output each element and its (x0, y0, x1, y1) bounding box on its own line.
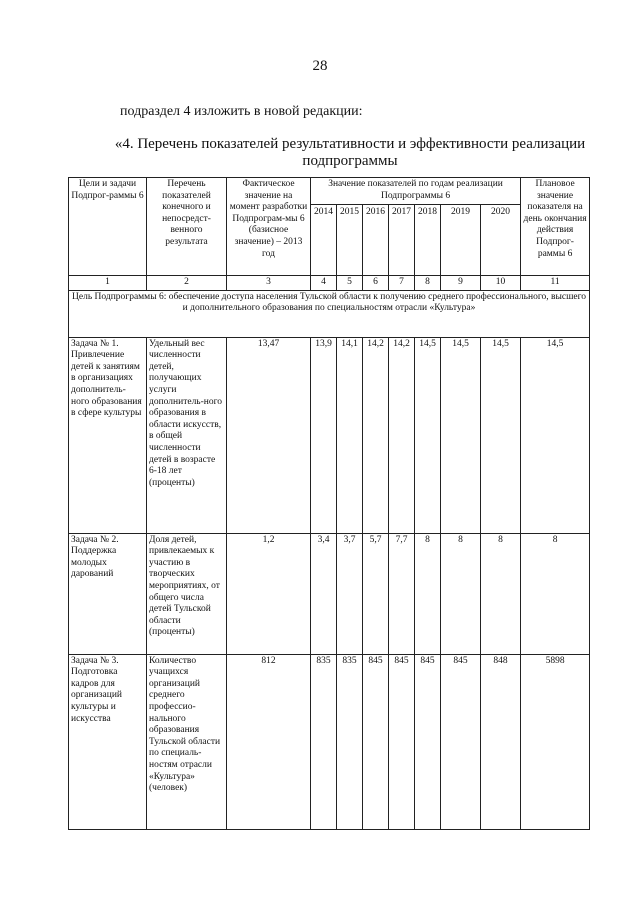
column-number: 9 (441, 276, 481, 291)
year-cell: 2014 (311, 205, 337, 276)
header-by-years: Значение показателей по годам реализации Подпрограммы 6 (311, 178, 521, 205)
year-value: 845 (363, 654, 389, 829)
year-value: 3,7 (337, 533, 363, 654)
year-value: 5,7 (363, 533, 389, 654)
year-value: 13,9 (311, 337, 337, 533)
task-cell: Задача № 1. Привлечение детей к занятиям в организациях дополнитель-ного образования в сфере культуры (69, 337, 147, 533)
goal-text: Цель Подпрограммы 6: обеспечение доступа населения Тульской области к получению среднего профессионального, высшего и дополнительного образования по специальностям отрасли «Культура» (69, 290, 590, 337)
year-value: 7,7 (389, 533, 415, 654)
year-value: 14,5 (441, 337, 481, 533)
base-value: 1,2 (227, 533, 311, 654)
year-value: 14,5 (415, 337, 441, 533)
year-cell: 2019 (441, 205, 481, 276)
indicators-table (68, 177, 590, 830)
table-row (69, 654, 590, 829)
year-value: 14,1 (337, 337, 363, 533)
goal-row (69, 290, 590, 337)
year-value: 835 (311, 654, 337, 829)
heading-line-2: подпрограммы (302, 153, 398, 169)
column-number: 10 (481, 276, 521, 291)
intro-text: подраздел 4 изложить в новой редакции: (120, 104, 363, 119)
year-value: 3,4 (311, 533, 337, 654)
base-value: 812 (227, 654, 311, 829)
column-number: 8 (415, 276, 441, 291)
year-value: 835 (337, 654, 363, 829)
year-cell: 2020 (481, 205, 521, 276)
table-row (69, 533, 590, 654)
section-heading (60, 136, 640, 170)
column-number: 7 (389, 276, 415, 291)
year-cell: 2018 (415, 205, 441, 276)
year-value: 845 (415, 654, 441, 829)
year-value: 8 (415, 533, 441, 654)
year-value: 845 (441, 654, 481, 829)
column-number: 4 (311, 276, 337, 291)
task-cell: Задача № 3. Подготовка кадров для организаций культуры и искусства (69, 654, 147, 829)
indicator-cell: Доля детей, привлекаемых к участию в творческих мероприятиях, от общего числа детей Тульской области (проценты) (147, 533, 227, 654)
task-cell: Задача № 2. Поддержка молодых дарований (69, 533, 147, 654)
header-actual: Фактическое значение на момент разработки Подпрограм-мы 6 (базисное значение) – 2013 год (227, 178, 311, 276)
header-planned: Плановое значение показателя на день окончания действия Подпрог-раммы 6 (521, 178, 590, 276)
column-number: 6 (363, 276, 389, 291)
year-cell: 2015 (337, 205, 363, 276)
year-value: 14,2 (363, 337, 389, 533)
year-value: 845 (389, 654, 415, 829)
header-goals: Цели и задачи Подпрог-раммы 6 (69, 178, 147, 276)
column-numbers-row (69, 276, 590, 291)
column-number: 3 (227, 276, 311, 291)
header-row (69, 178, 590, 205)
planned-value: 8 (521, 533, 590, 654)
indicator-cell: Удельный вес численности детей, получающих услуги дополнитель-ного образования в области искусств, в общей численности детей в возрасте 6-18 лет (проценты) (147, 337, 227, 533)
column-number: 11 (521, 276, 590, 291)
page-number: 28 (312, 58, 328, 74)
heading-line-1: «4. Перечень показателей результативности и эффективности реализации (114, 136, 586, 152)
column-number: 5 (337, 276, 363, 291)
year-value: 848 (481, 654, 521, 829)
planned-value: 5898 (521, 654, 590, 829)
table-row (69, 337, 590, 533)
column-number: 2 (147, 276, 227, 291)
column-number: 1 (69, 276, 147, 291)
year-value: 14,2 (389, 337, 415, 533)
header-indicators: Перечень показателей конечного и непосредст-венного результата (147, 178, 227, 276)
base-value: 13,47 (227, 337, 311, 533)
year-value: 8 (481, 533, 521, 654)
year-cell: 2017 (389, 205, 415, 276)
planned-value: 14,5 (521, 337, 590, 533)
year-value: 8 (441, 533, 481, 654)
indicator-cell: Количество учащихся организаций среднего профессио-нального образования Тульской области по специаль-ностям отрасли «Культура» (человек) (147, 654, 227, 829)
year-cell: 2016 (363, 205, 389, 276)
year-value: 14,5 (481, 337, 521, 533)
